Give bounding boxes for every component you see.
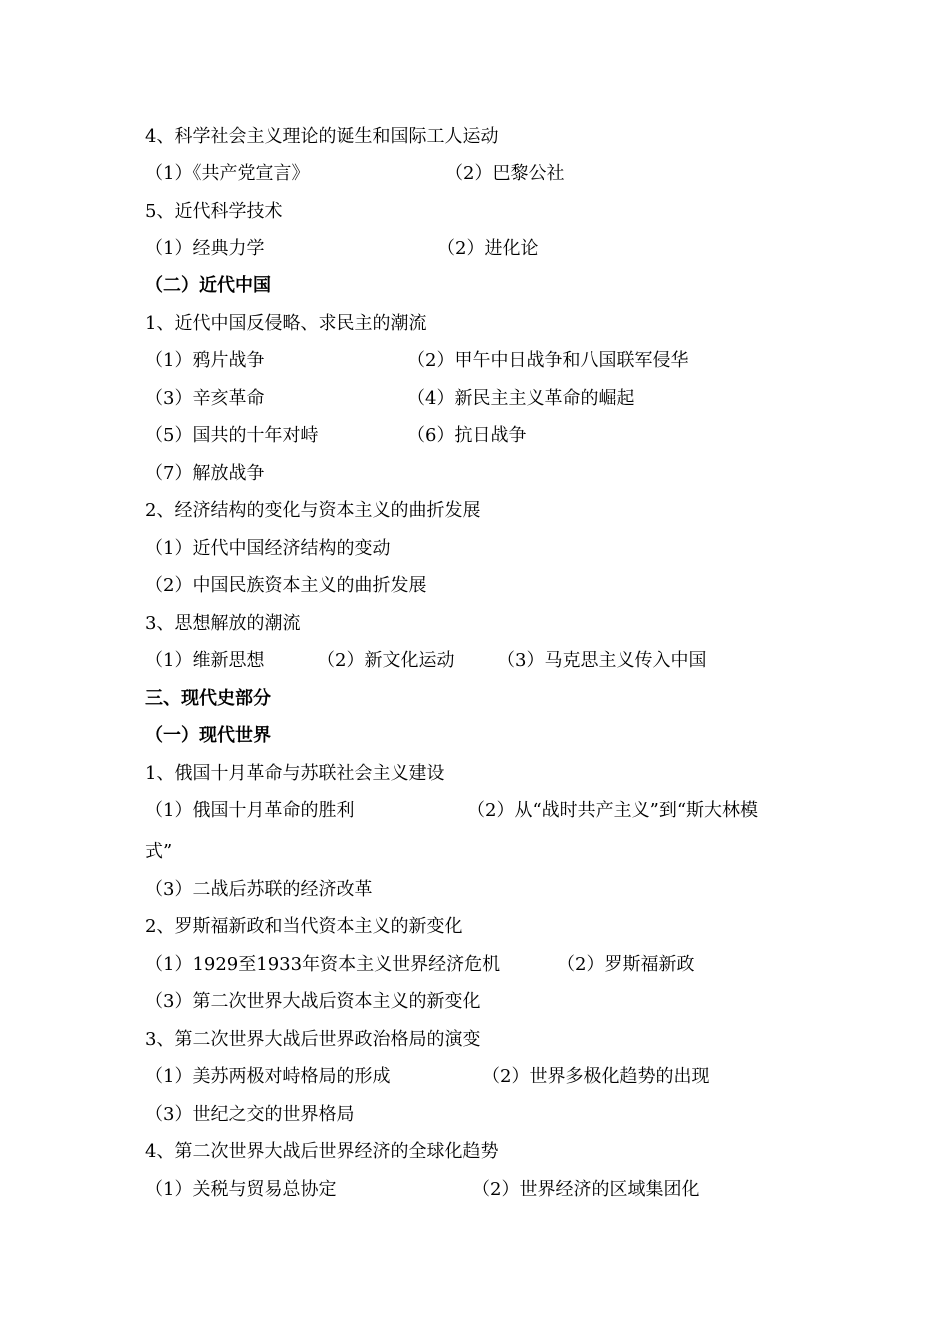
- section-heading: （一）现代世界: [145, 725, 271, 746]
- list-item: （6）抗日战争: [407, 425, 527, 446]
- section-heading: （二）近代中国: [145, 275, 271, 296]
- list-item: （2）巴黎公社: [445, 163, 565, 184]
- list-item: （3）世纪之交的世界格局: [145, 1104, 355, 1125]
- list-item: （2）罗斯福新政: [557, 954, 695, 975]
- heading-4: 4、科学社会主义理论的诞生和国际工人运动: [145, 126, 499, 147]
- list-item: （2）新文化运动: [317, 650, 455, 671]
- list-item: （7）解放战争: [145, 463, 265, 484]
- list-item-continuation: 式”: [145, 841, 173, 862]
- list-item: （1）美苏两极对峙格局的形成: [145, 1066, 391, 1087]
- list-item: （2）世界多极化趋势的出现: [482, 1066, 710, 1087]
- list-item: （2）从“战时共产主义”到“斯大林模: [467, 800, 759, 821]
- list-item: （1）俄国十月革命的胜利: [145, 800, 355, 821]
- list-item: （3）第二次世界大战后资本主义的新变化: [145, 991, 481, 1012]
- subheading: 3、第二次世界大战后世界政治格局的演变: [145, 1029, 481, 1050]
- subheading: 1、近代中国反侵略、求民主的潮流: [145, 313, 427, 334]
- subheading: 1、俄国十月革命与苏联社会主义建设: [145, 763, 445, 784]
- list-item: （2）进化论: [437, 238, 539, 259]
- list-item: （1）维新思想: [145, 650, 265, 671]
- list-item: （1）近代中国经济结构的变动: [145, 538, 391, 559]
- list-item: （5）国共的十年对峙: [145, 425, 319, 446]
- subheading: 2、罗斯福新政和当代资本主义的新变化: [145, 916, 463, 937]
- heading-5: 5、近代科学技术: [145, 201, 283, 222]
- list-item: （3）马克思主义传入中国: [497, 650, 707, 671]
- list-item: （1）1929至1933年资本主义世界经济危机: [145, 954, 501, 975]
- subheading: 4、第二次世界大战后世界经济的全球化趋势: [145, 1141, 499, 1162]
- list-item: （2）中国民族资本主义的曲折发展: [145, 575, 427, 596]
- list-item: （3）辛亥革命: [145, 388, 265, 409]
- list-item: （1）鸦片战争: [145, 350, 265, 371]
- list-item: （4）新民主主义革命的崛起: [407, 388, 635, 409]
- list-item: （1）经典力学: [145, 238, 265, 259]
- subheading: 3、思想解放的潮流: [145, 613, 301, 634]
- list-item: （2）世界经济的区域集团化: [472, 1179, 700, 1200]
- list-item: （1）关税与贸易总协定: [145, 1179, 337, 1200]
- list-item: （1）《共产党宣言》: [145, 163, 310, 184]
- part-heading: 三、现代史部分: [145, 688, 271, 709]
- list-item: （2）甲午中日战争和八国联军侵华: [407, 350, 689, 371]
- list-item: （3）二战后苏联的经济改革: [145, 879, 373, 900]
- subheading: 2、经济结构的变化与资本主义的曲折发展: [145, 500, 481, 521]
